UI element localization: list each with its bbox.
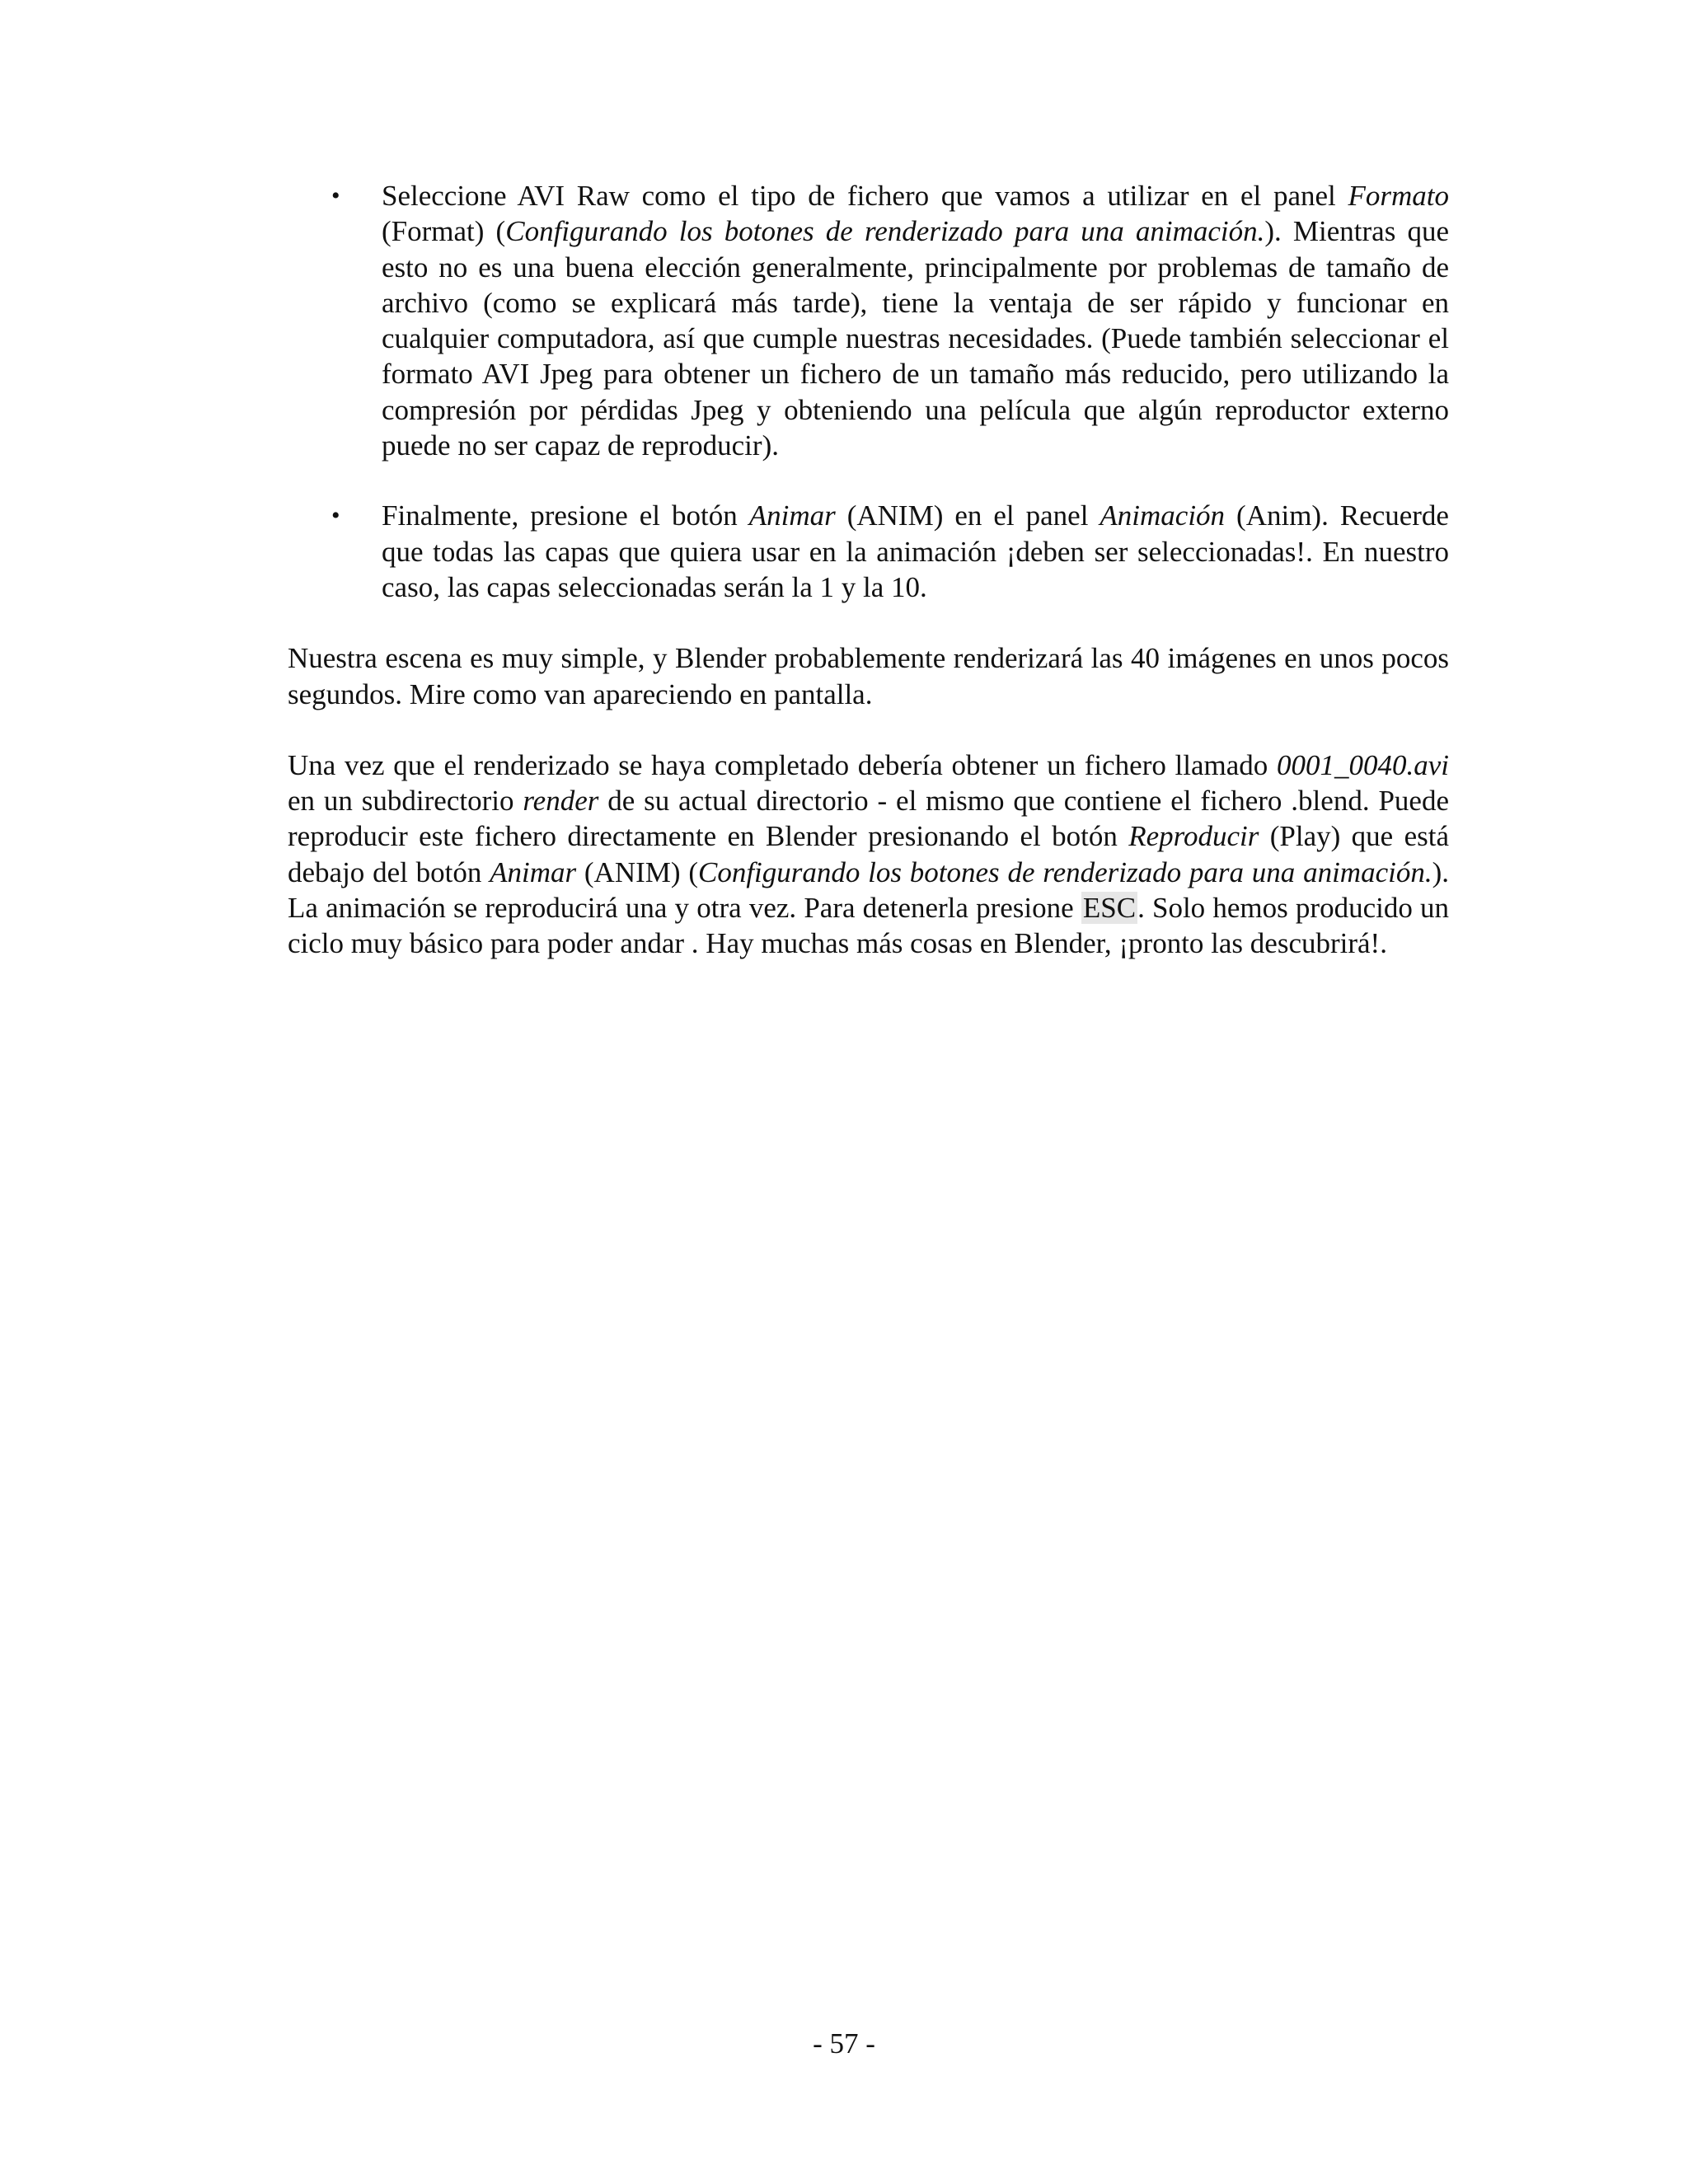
list-item-format bbox=[288, 178, 1449, 463]
emphasis-text: Animar bbox=[490, 855, 577, 888]
instruction-list bbox=[288, 178, 1449, 605]
directory-name: render bbox=[523, 785, 599, 818]
emphasis-text: Animar bbox=[748, 499, 836, 532]
page-number: - 57 - bbox=[813, 2027, 875, 2060]
paragraph-text: ). La animación se reproducirá una y otra vez. Para detenerla presione bbox=[288, 855, 1449, 925]
list-text: (Anim). Recuerde que todas las capas que quiera usar en la animación ¡deben ser seleccionadas!. En nuestro caso, las capas seleccionadas serán la 1 y la 10. bbox=[382, 499, 1449, 603]
paragraph-text: (ANIM) ( bbox=[576, 855, 698, 888]
list-text: (Format) ( bbox=[382, 215, 506, 248]
paragraph-text: . Solo hemos producido un ciclo muy básico para poder andar . Hay muchas más cosas en Blender, ¡pronto las descubrirá!. bbox=[288, 892, 1449, 960]
paragraph-render-output bbox=[288, 748, 1449, 962]
paragraph-text: de su actual directorio - el mismo que contiene el fichero .blend. Puede reproducir este fichero directamente en Blender presionando el botón bbox=[288, 785, 1449, 853]
list-text: (ANIM) en el panel bbox=[835, 499, 1100, 532]
emphasis-text: Animación bbox=[1100, 499, 1226, 532]
list-text: Seleccione AVI Raw como el tipo de fichero que vamos a utilizar en el panel bbox=[382, 180, 1348, 212]
cross-reference: Configurando los botones de renderizado para una animación. bbox=[697, 855, 1432, 888]
bullet-icon: • bbox=[331, 182, 340, 209]
esc-key-label: ESC bbox=[1082, 892, 1137, 925]
emphasis-text: Formato bbox=[1348, 180, 1449, 212]
filename-text: 0001_0040.avi bbox=[1276, 748, 1449, 781]
cross-reference: Configurando los botones de renderizado para una animación. bbox=[505, 215, 1265, 248]
list-text: Finalmente, presione el botón bbox=[382, 499, 749, 532]
list-text: ). Mientras que esto no es una buena elección generalmente, principalmente por problemas de tamaño de archivo (como se explicará más tarde), tiene la ventaja de ser rápido y funcionar en cualquier computadora, así que cumple nuestras necesidades. (Puede también seleccionar el formato AVI Jpeg para obtener un fichero de un tamaño más reducido, pero utilizando la compresión por pérdidas Jpeg y obteniendo una película que algún reproductor externo puede no ser capaz de reproducir). bbox=[382, 215, 1449, 462]
list-item-animate bbox=[288, 498, 1449, 605]
page-body bbox=[288, 178, 1449, 997]
paragraph-text: (Play) que está debajo del botón bbox=[288, 820, 1449, 888]
bullet-icon: • bbox=[331, 502, 340, 530]
paragraph-text: Una vez que el renderizado se haya completado debería obtener un fichero llamado bbox=[288, 748, 1277, 781]
emphasis-text: Reproducir bbox=[1128, 820, 1259, 853]
paragraph-text: en un subdirectorio bbox=[288, 785, 523, 818]
paragraph-scene: Nuestra escena es muy simple, y Blender probablemente renderizará las 40 imágenes en unos pocos segundos. Mire como van apareciendo en pantalla. bbox=[288, 642, 1449, 710]
